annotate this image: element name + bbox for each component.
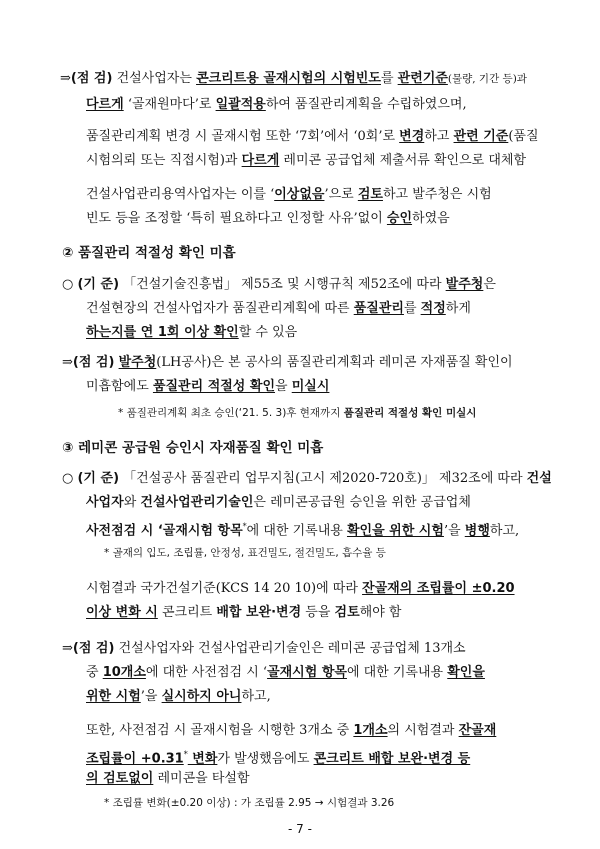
paragraph-7-line-2: 이상 변화 시 콘크리트 배합 보완·변경 등을 검토해야 함 xyxy=(86,605,402,620)
arrow-marker: ⇒ xyxy=(62,355,73,370)
standard-paragraph-2-line-2: 사업자와 건설사업관리기술인은 레미콘공급원 승인을 위한 공급업체 xyxy=(86,495,471,510)
arrow-marker: ⇒ xyxy=(62,641,73,656)
check-label: (점 검) xyxy=(72,355,115,370)
check-label: (점 검) xyxy=(72,641,115,656)
check-paragraph-3-line-1: ⇒(점 검) 건설사업자와 건설사업관리기술인은 레미콘 공급업체 13개소 xyxy=(62,641,466,656)
circle-marker: ○ xyxy=(62,277,74,292)
section-heading-3: ③ 레미콘 공급원 승인시 자재품질 확인 미흡 xyxy=(62,440,324,456)
arrow-marker: ⇒ xyxy=(60,71,71,86)
section-heading-2: ② 품질관리 적절성 확인 미흡 xyxy=(62,245,236,261)
paragraph-9-line-3: 의 검토없이 레미콘을 타설함 xyxy=(86,771,250,786)
check-label: (점 검) xyxy=(70,71,113,86)
paragraph-9-line-1: 또한, 사전점검 시 골재시험을 시행한 3개소 중 1개소의 시험결과 잔골재 xyxy=(86,723,497,738)
footnote-1: * 품질관리계획 최초 승인(‘21. 5. 3)후 현재까지 품질관리 적절성 확인 미실시 xyxy=(118,407,477,419)
page-number: - 7 - xyxy=(288,822,312,836)
check-paragraph-3-line-3: 위한 시험’을 실시하지 아니하고, xyxy=(86,689,271,704)
standard-paragraph-2-line-3: 사전점검 시 ‘골재시험 항목*에 대한 기록내용 확인을 위한 시험’을 병행하고, xyxy=(86,522,520,539)
paragraph-2-line-2: 시험의뢰 또는 직접시험)과 다르게 레미콘 공급업체 제출서류 확인으로 대체함 xyxy=(86,153,527,168)
paragraph-3-line-2: 빈도 등을 조정할 ‘특히 필요하다고 인정할 사유’없이 승인하였음 xyxy=(86,211,450,226)
standard-paragraph-1-line-2: 건설현장의 건설사업자가 품질관리계획에 따른 품질관리를 적정하게 xyxy=(86,301,471,316)
standard-label: (기 준) xyxy=(77,471,120,486)
check-paragraph-2-line-1: ⇒(점 검) 발주청(LH공사)은 본 공사의 품질관리계획과 레미콘 자재품질 확인이 xyxy=(62,355,513,370)
footnote-2: * 골재의 입도, 조립률, 안정성, 표건밀도, 절건밀도, 흡수율 등 xyxy=(104,547,386,559)
paragraph-3-line-1: 건설사업관리용역사업자는 이를 ‘이상없음’으로 검토하고 발주청은 시험 xyxy=(86,187,492,202)
check-paragraph-2-line-2: 미흡함에도 품질관리 적절성 확인을 미실시 xyxy=(86,379,330,394)
standard-paragraph-2-line-1: ○ (기 준) 「건설공사 품질관리 업무지침(고시 제2020-720호)」 제32조에 따라 건설 xyxy=(62,471,552,486)
standard-paragraph-1-line-1: ○ (기 준) 「건설기술진흥법」 제55조 및 시행규칙 제52조에 따라 발주청은 xyxy=(62,277,496,292)
paragraph-2-line-1: 품질관리계획 변경 시 골재시험 또한 ‘7회’에서 ‘0회’로 변경하고 관련 기준(품질 xyxy=(86,129,539,144)
standard-label: (기 준) xyxy=(77,277,120,292)
standard-paragraph-1-line-3: 하는지를 연 1회 이상 확인할 수 있음 xyxy=(86,325,298,340)
check-paragraph-1-line-1: ⇒(점 검) 건설사업자는 콘크리트용 골재시험의 시험빈도를 관련기준(물량, 기간 등)과 xyxy=(60,71,527,86)
footnote-3: * 조립률 변화(±0.20 이상) : 가 조립률 2.95 → 시험결과 3.26 xyxy=(104,797,395,809)
paragraph-9-line-2: 조립률이 +0.31* 변화가 발생했음에도 콘크리트 배합 보완·변경 등 xyxy=(86,750,471,767)
check-paragraph-3-line-2: 중 10개소에 대한 사전점검 시 ‘골재시험 항목에 대한 기록내용 확인을 xyxy=(86,665,485,680)
paragraph-7-line-1: 시험결과 국가건설기준(KCS 14 20 10)에 따라 잔골재의 조립률이 ±0.20 xyxy=(86,581,515,596)
check-paragraph-1-line-2: 다르게 ‘골재원마다’로 일괄적용하여 품질관리계획을 수립하였으며, xyxy=(86,97,467,112)
circle-marker: ○ xyxy=(62,471,74,486)
